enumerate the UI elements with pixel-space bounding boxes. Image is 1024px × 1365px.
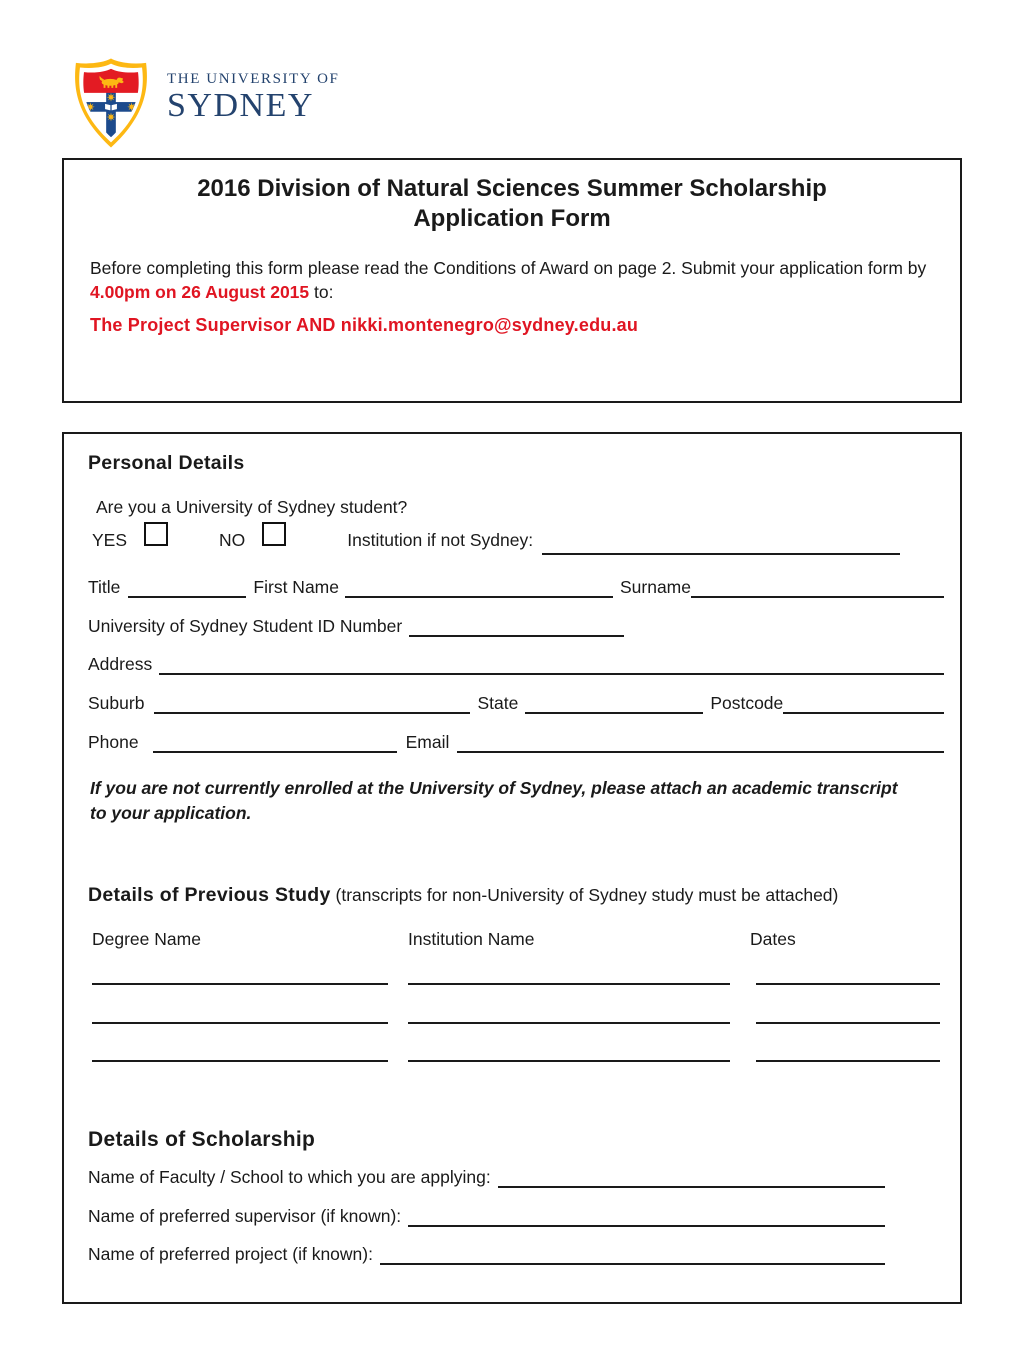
email-label: Email	[405, 732, 450, 752]
state-label: State	[477, 693, 519, 713]
phone-email-row	[88, 731, 944, 753]
yes-checkbox[interactable]	[144, 522, 168, 546]
student-id-row	[88, 615, 944, 637]
institution-name-field[interactable]	[408, 1040, 730, 1062]
institution-name-field[interactable]	[408, 1002, 730, 1024]
degree-name-field[interactable]	[92, 963, 388, 985]
phone-field[interactable]	[153, 731, 397, 753]
previous-study-heading-text: Details of Previous Study	[88, 884, 331, 906]
institution-name-field[interactable]	[408, 963, 730, 985]
student-question	[96, 497, 944, 518]
state-field[interactable]	[525, 692, 703, 714]
dates-field[interactable]	[756, 1002, 940, 1024]
faculty-field[interactable]	[498, 1166, 885, 1188]
form-title	[64, 174, 960, 235]
institution-label: Institution if not Sydney:	[347, 529, 534, 550]
student-id-label: University of Sydney Student ID Number	[88, 616, 403, 636]
degree-name-field[interactable]	[92, 1002, 388, 1024]
intro-text-after: to:	[309, 281, 334, 302]
form-title-line2: Application Form	[413, 205, 611, 233]
header-box	[62, 158, 962, 403]
faculty-row	[88, 1166, 944, 1188]
postcode-field[interactable]	[783, 692, 944, 714]
first-name-label: First Name	[253, 577, 339, 597]
project-label: Name of preferred project (if known):	[88, 1244, 373, 1264]
address-label: Address	[88, 654, 153, 674]
title-field[interactable]	[128, 576, 246, 598]
address-row	[88, 653, 944, 675]
student-question-label: Are you a University of Sydney student?	[96, 497, 408, 517]
dates-field[interactable]	[756, 1040, 940, 1062]
phone-label: Phone	[88, 732, 139, 752]
dates-field[interactable]	[756, 963, 940, 985]
email-field[interactable]	[457, 731, 944, 753]
university-wordmark	[167, 71, 339, 123]
degree-name-column-header: Degree Name	[92, 929, 201, 949]
intro-paragraph	[90, 257, 940, 304]
yes-no-row	[88, 528, 944, 552]
scholarship-heading: Details of Scholarship	[88, 1128, 316, 1151]
dates-column-header: Dates	[750, 929, 796, 949]
personal-details-heading: Personal Details	[88, 452, 245, 474]
previous-study-heading	[88, 884, 838, 907]
previous-study-heading-note: (transcripts for non-University of Sydney study must be attached)	[330, 885, 839, 905]
project-row	[88, 1243, 944, 1265]
project-field[interactable]	[380, 1243, 885, 1265]
suburb-row	[88, 692, 944, 714]
no-label: NO	[219, 529, 246, 550]
degree-name-field[interactable]	[92, 1040, 388, 1062]
suburb-field[interactable]	[154, 692, 470, 714]
intro-text-before: Before completing this form please read the Conditions of Award on page 2. Submit your application form by	[90, 258, 927, 278]
title-label: Title	[88, 577, 121, 597]
previous-study-row	[88, 1040, 944, 1060]
previous-study-row	[88, 1002, 944, 1022]
supervisor-label: Name of preferred supervisor (if known):	[88, 1206, 402, 1226]
deadline-text: 4.00pm on 26 August 2015	[90, 281, 310, 302]
supervisor-field[interactable]	[408, 1205, 885, 1227]
supervisor-row	[88, 1205, 944, 1227]
form-title-line1: 2016 Division of Natural Sciences Summer Scholarship	[197, 175, 827, 202]
wordmark-line1: THE UNIVERSITY OF	[167, 71, 340, 87]
form-body-box	[62, 432, 962, 1304]
yes-label: YES	[92, 529, 128, 550]
university-logo	[72, 57, 339, 149]
no-checkbox[interactable]	[262, 522, 286, 546]
student-id-field[interactable]	[409, 615, 624, 637]
name-row	[88, 576, 944, 598]
faculty-label: Name of Faculty / School to which you are applying:	[88, 1167, 491, 1187]
first-name-field[interactable]	[345, 576, 613, 598]
previous-study-row	[88, 963, 944, 983]
wordmark-line2: SYDNEY	[167, 87, 314, 124]
institution-name-column-header: Institution Name	[408, 929, 535, 949]
institution-field[interactable]	[542, 533, 900, 555]
suburb-label: Suburb	[88, 693, 145, 713]
postcode-label: Postcode	[710, 693, 784, 713]
surname-field[interactable]	[691, 576, 944, 598]
surname-label: Surname	[619, 577, 691, 597]
submit-to-line: The Project Supervisor AND nikki.montenegro@sydney.edu.au	[90, 315, 639, 335]
transcript-note: If you are not currently enrolled at the University of Sydney, please attach an academic transcript to your application.	[90, 778, 898, 824]
sydney-shield-icon	[72, 57, 150, 149]
address-field[interactable]	[159, 653, 944, 675]
